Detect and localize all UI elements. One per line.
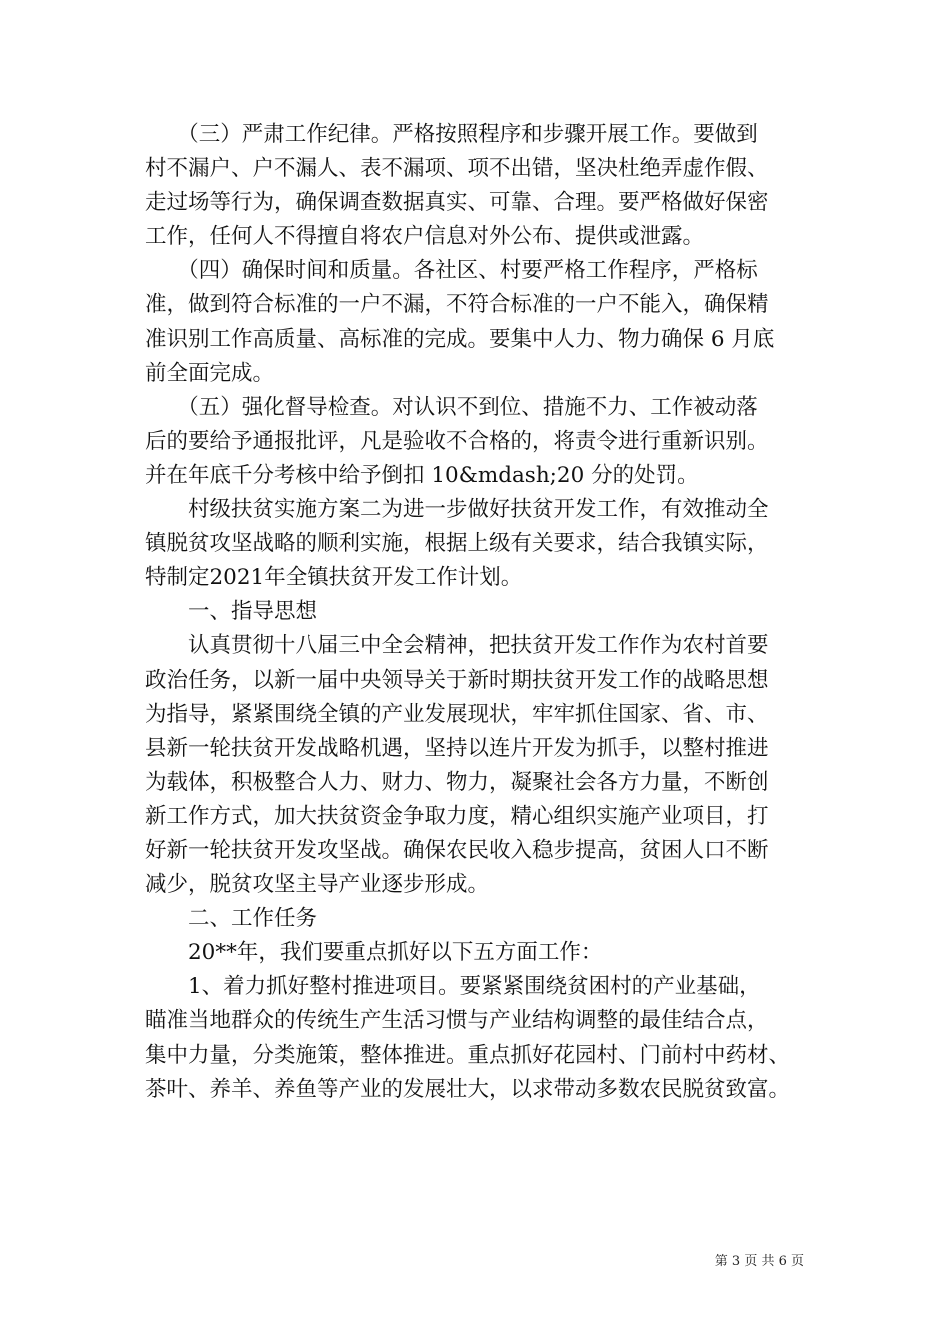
text-line: 并在年底千分考核中给予倒扣 10&mdash;20 分的处罚。 bbox=[145, 462, 699, 488]
text-line: 县新一轮扶贫开发战略机遇，坚持以连片开发为抓手，以整村推进 bbox=[145, 735, 769, 761]
text-line: 一、指导思想 bbox=[145, 599, 318, 625]
text-line: 为载体，积极整合人力、财力、物力，凝聚社会各方力量，不断创 bbox=[145, 769, 769, 795]
text-line: 准识别工作高质量、高标准的完成。要集中人力、物力确保 6 月底 bbox=[145, 326, 775, 352]
text-line: （五）强化督导检查。对认识不到位、措施不力、工作被动落 bbox=[145, 394, 758, 420]
text-line: 集中力量，分类施策，整体推进。重点抓好花园村、门前村中药材、 bbox=[145, 1042, 791, 1068]
text-line: 新工作方式，加大扶贫资金争取力度，精心组织实施产业项目，打 bbox=[145, 803, 769, 829]
text-line: 后的要给予通报批评，凡是验收不合格的，将责令进行重新识别。 bbox=[145, 428, 769, 454]
text-line: 瞄准当地群众的传统生产生活习惯与产业结构调整的最佳结合点， bbox=[145, 1008, 769, 1034]
text-line: 镇脱贫攻坚战略的顺利实施，根据上级有关要求，结合我镇实际， bbox=[145, 531, 769, 557]
text-line: 减少，脱贫攻坚主导产业逐步形成。 bbox=[145, 872, 490, 898]
text-line: （四）确保时间和质量。各社区、村要严格工作程序，严格标 bbox=[145, 258, 758, 284]
text-line: 准，做到符合标准的一户不漏，不符合标准的一户不能入，确保精 bbox=[145, 292, 769, 318]
text-line: 政治任务，以新一届中央领导关于新时期扶贫开发工作的战略思想 bbox=[145, 667, 769, 693]
text-line: 好新一轮扶贫开发攻坚战。确保农民收入稳步提高，贫困人口不断 bbox=[145, 837, 769, 863]
text-line: 走过场等行为，确保调查数据真实、可靠、合理。要严格做好保密 bbox=[145, 190, 769, 216]
text-line: 村级扶贫实施方案二为进一步做好扶贫开发工作，有效推动全 bbox=[145, 497, 769, 523]
text-line: 特制定2021年全镇扶贫开发工作计划。 bbox=[145, 565, 523, 591]
page-number-footer: 第 3 页 共 6 页 bbox=[714, 1254, 804, 1269]
text-line: （三）严肃工作纪律。严格按照程序和步骤开展工作。要做到 bbox=[145, 122, 758, 147]
text-line: 前全面完成。 bbox=[145, 360, 275, 386]
text-line: 20**年，我们要重点抓好以下五方面工作： bbox=[145, 940, 603, 966]
body-text bbox=[145, 118, 815, 1107]
text-line: 1、着力抓好整村推进项目。要紧紧围绕贫困村的产业基础， bbox=[145, 974, 761, 1000]
text-line: 认真贯彻十八届三中全会精神，把扶贫开发工作作为农村首要 bbox=[145, 633, 769, 659]
text-line: 茶叶、养羊、养鱼等产业的发展壮大，以求带动多数农民脱贫致富。 bbox=[145, 1076, 791, 1102]
text-line: 为指导，紧紧围绕全镇的产业发展现状，牢牢抓住国家、省、市、 bbox=[145, 701, 769, 727]
text-line: 村不漏户、户不漏人、表不漏项、项不出错，坚决杜绝弄虚作假、 bbox=[145, 156, 769, 182]
text-line: 二、工作任务 bbox=[145, 906, 318, 932]
text-line: 工作，任何人不得擅自将农户信息对外公布、提供或泄露。 bbox=[145, 224, 705, 250]
